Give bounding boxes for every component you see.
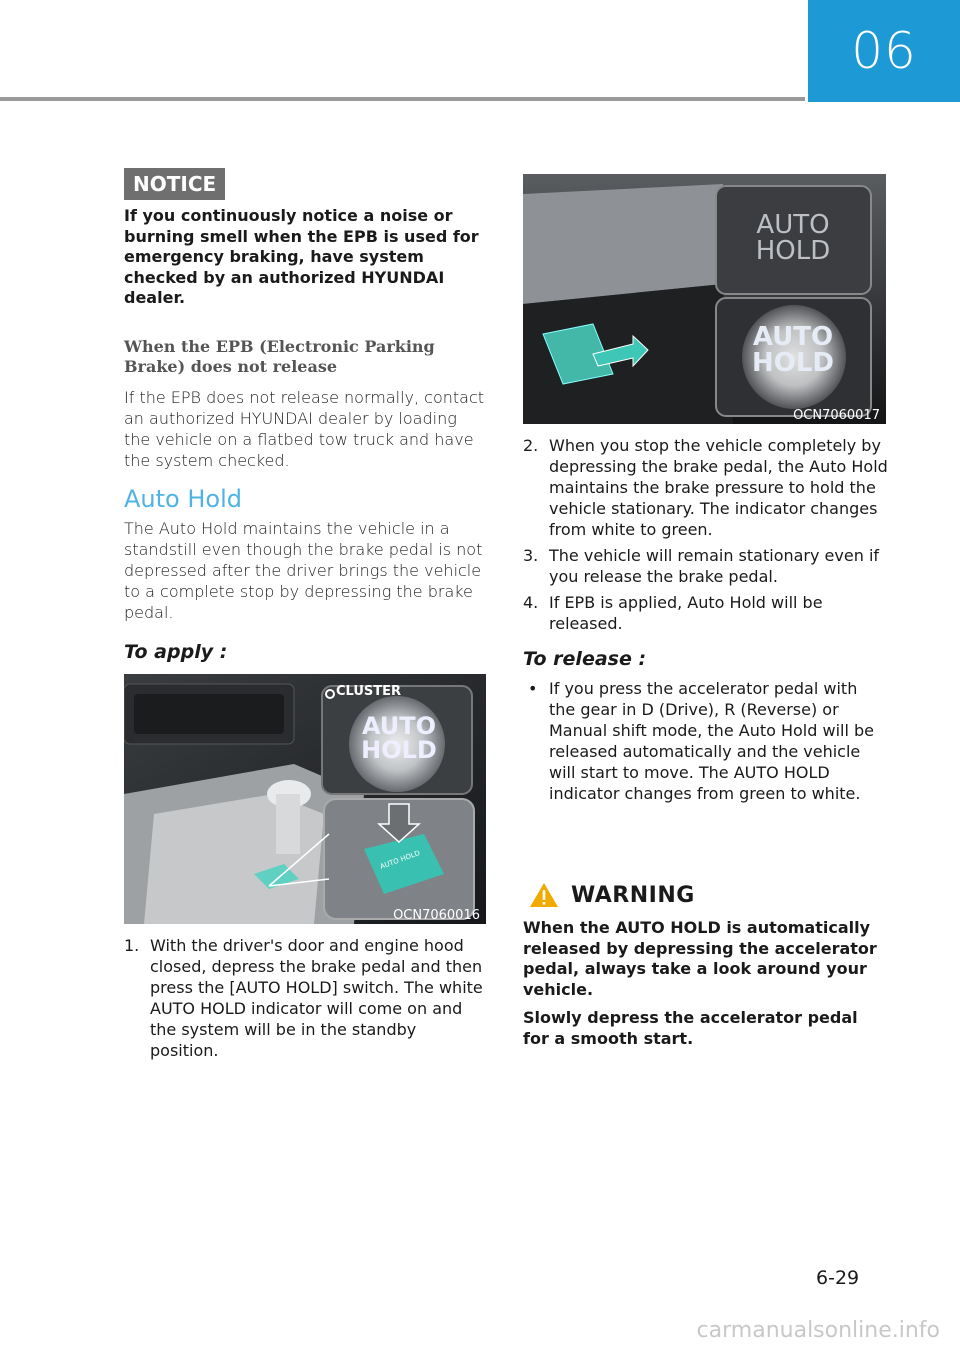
warning-text-2: Slowly depress the accelerator pedal for a smooth start. — [523, 1008, 858, 1048]
figure-auto-hold-indicator — [523, 174, 886, 424]
step-text: The vehicle will remain stationary even if you release the brake pedal. — [549, 546, 880, 586]
indicator-off-line-2: HOLD — [755, 236, 831, 266]
auto-hold-block — [124, 485, 486, 663]
bullet-dot: • — [528, 679, 538, 698]
steps-left — [124, 935, 486, 1066]
indicator-off-text — [743, 212, 843, 264]
watermark: carmanualsonline.info — [696, 1318, 940, 1343]
step-item — [523, 592, 888, 634]
steps-right — [523, 435, 888, 804]
warning-block — [523, 882, 888, 1049]
warning-text-1: When the AUTO HOLD is automatically released by depressing the accelerator pedal, always take a look around your vehicle. — [523, 918, 877, 999]
cluster-label: CLUSTER — [336, 684, 402, 699]
step-number: 4. — [523, 593, 539, 612]
step-number: 2. — [523, 436, 539, 455]
step-text: With the driver's door and engine hood closed, depress the brake pedal and then press the [AUTO HOLD] switch. The white AUTO HOLD indicator will come on and the system will be in the standby position. — [150, 936, 483, 1060]
release-bullet-text: If you press the accelerator pedal with the gear in D (Drive), R (Reverse) or Manual shift mode, the Auto Hold will be released automatically and the vehicle will start to move. The AUTO HOLD indicator changes from green to white. — [549, 679, 874, 803]
notice-block — [124, 206, 486, 309]
figure-auto-hold-switch — [124, 674, 486, 924]
indicator-on-line-2: HOLD — [751, 348, 834, 378]
step-number: 3. — [523, 546, 539, 565]
release-bullet — [523, 678, 888, 804]
indicator-on-line-1: AUTO — [752, 322, 834, 352]
step-text: If EPB is applied, Auto Hold will be released. — [549, 593, 823, 633]
indicator-on-text — [743, 324, 843, 376]
cluster-indicator-text — [349, 714, 449, 762]
step-item — [523, 545, 888, 587]
notice-text: If you continuously notice a noise or burning smell when the EPB is used for emergency braking, have system checked by an authorized HYUNDAI dealer. — [124, 206, 479, 307]
indicator-off-line-1: AUTO — [756, 210, 830, 240]
auto-hold-intro: The Auto Hold maintains the vehicle in a standstill even though the brake pedal is not depressed after the driver brings the vehicle to a complete stop by depressing the brake pedal. — [124, 519, 483, 622]
step-number: 1. — [124, 936, 140, 955]
header-rule — [0, 97, 805, 101]
indicator-line-1: AUTO — [361, 712, 437, 740]
step-item — [523, 435, 888, 540]
indicator-line-2: HOLD — [361, 736, 437, 764]
auto-hold-title: Auto Hold — [124, 485, 242, 513]
warning-triangle-icon — [529, 882, 559, 908]
epb-release-text: If the EPB does not release normally, contact an authorized HYUNDAI dealer by loading the vehicle on a flatbed tow truck and have the system checked. — [124, 388, 485, 470]
step-item — [124, 935, 486, 1061]
figure-code: OCN7060016 — [393, 908, 480, 923]
epb-release-heading: When the EPB (Electronic Parking Brake) does not release — [124, 337, 435, 376]
chapter-tab: 06 — [808, 0, 960, 102]
notice-badge: NOTICE — [124, 168, 225, 200]
page-number: 6-29 — [816, 1267, 860, 1289]
warning-title: WARNING — [571, 882, 695, 908]
epb-release-block — [124, 337, 486, 471]
figure-code-2: OCN7060017 — [793, 408, 880, 423]
apply-heading: To apply : — [124, 641, 228, 663]
release-heading: To release : — [523, 648, 647, 670]
switch-label: AUTO HOLD — [378, 849, 422, 871]
step-text: When you stop the vehicle completely by depressing the brake pedal, the Auto Hold maintains the brake pressure to hold the vehicle stationary. The indicator changes from white to green. — [549, 436, 888, 539]
